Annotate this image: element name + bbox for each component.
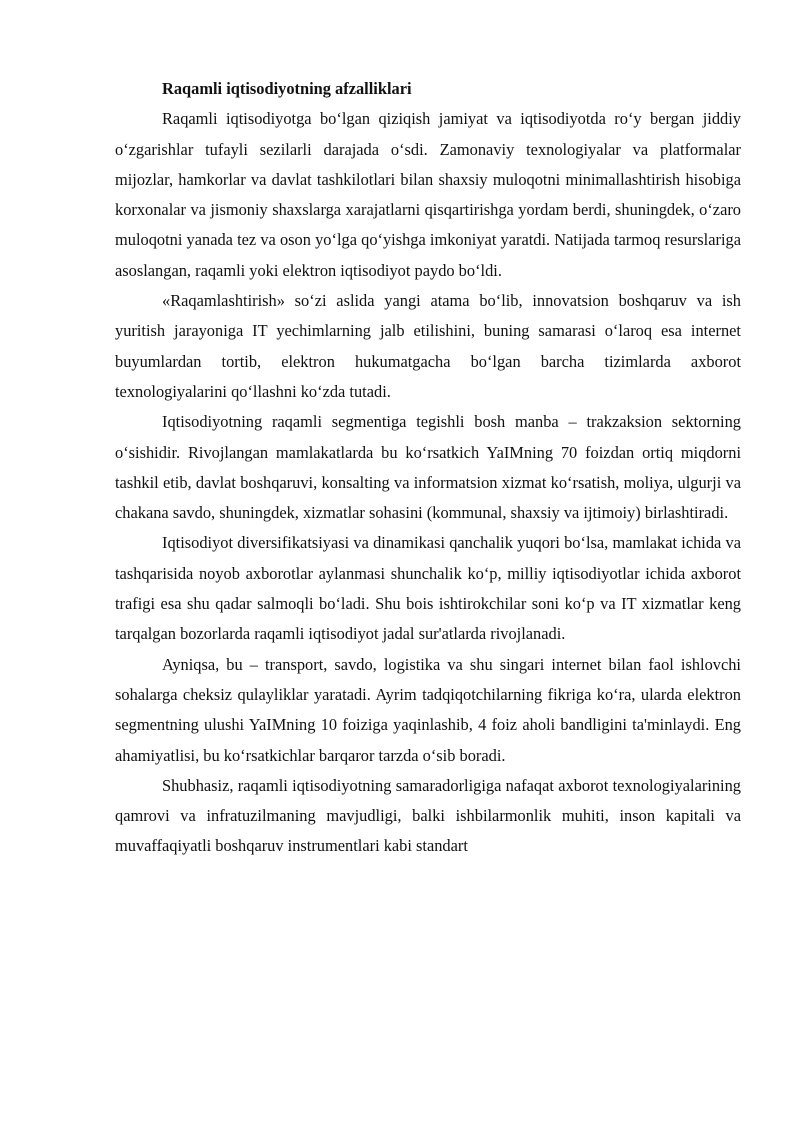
paragraph-6: Shubhasiz, raqamli iqtisodiyotning samaradorligiga nafaqat axborot texnologiyalarining qamrovi va infratuzilmaning mavjudligi, balki ishbilarmonlik muhiti, inson kapitali va muvaffaqiyatli boshqaruv instrumentlari kabi standart (115, 775, 741, 856)
paragraph-4: Iqtisodiyot diversifikatsiyasi va dinamikasi qanchalik yuqori bo‘lsa, mamlakat ichida va tashqarisida noyob axborotlar aylanmasi shunchalik ko‘p, milliy iqtisodiyotlar ichida axborot trafigi esa shu qadar salmoqli bo‘ladi. Shu bois ishtirokchilar soni ko‘p va IT xizmatlar keng tarqalgan bozorlarda raqamli iqtisodiyot jadal sur'atlarda rivojlanadi. (115, 533, 741, 644)
paragraph-1: Raqamli iqtisodiyotga bo‘lgan qiziqish jamiyat va iqtisodiyotda ro‘y bergan jiddiy o‘zgarishlar tufayli sezilarli darajada o‘sdi. Zamonaviy texnologiyalar va platformalar mijozlar, hamkorlar va davlat tashkilotlari bilan shaxsiy muloqotni minimallashtirish hisobiga korxonalar va jismoniy shaxslarga xarajatlarni qisqartirishga yordam berdi, shuningdek, o‘zaro muloqotni yanada tez va oson yo‘lga qo‘yishga imkoniyat yaratdi. Natijada tarmoq resurslariga asoslangan, raqamli yoki elektron iqtisodiyot paydo bo‘ldi. (115, 109, 741, 280)
paragraph-2: «Raqamlashtirish» so‘zi aslida yangi atama bo‘lib, innovatsion boshqaruv va ish yuritish jarayoniga IT yechimlarning jalb etilishini, buning samarasi o‘laroq esa internet buyumlardan tortib, elektron hukumatgacha bo‘lgan barcha tizimlarda axborot texnologiyalarini qo‘llashni ko‘zda tutadi. (115, 291, 741, 401)
paragraph-5: Ayniqsa, bu – transport, savdo, logistika va shu singari internet bilan faol ishlovchi sohalarga cheksiz qulayliklar yaratadi. Ayrim tadqiqotchilarning fikriga ko‘ra, ularda elektron segmentning ulushi YaIMning 10 foiziga yaqinlashib, 4 foiz aholi bandligini ta'minlaydi. Eng ahamiyatlisi, bu ko‘rsatkichlar barqaror tarzda o‘sib boradi. (115, 654, 741, 765)
paragraph-3: Iqtisodiyotning raqamli segmentiga tegishli bosh manba – trakzaksion sektorning o‘sishidir. Rivojlangan mamlakatlarda bu ko‘rsatkich YaIMning 70 foizdan ortiq miqdorni tashkil etib, davlat boshqaruvi, konsalting va informatsion xizmat ko‘rsatish, moliya, ulgurji va chakana savdo, shuningdek, xizmatlar sohasini (kommunal, shaxsiy va ijtimoiy) birlashtiradi. (115, 412, 741, 523)
section-heading: Raqamli iqtisodiyotning afzalliklari (162, 79, 412, 98)
document-body (115, 74, 741, 862)
